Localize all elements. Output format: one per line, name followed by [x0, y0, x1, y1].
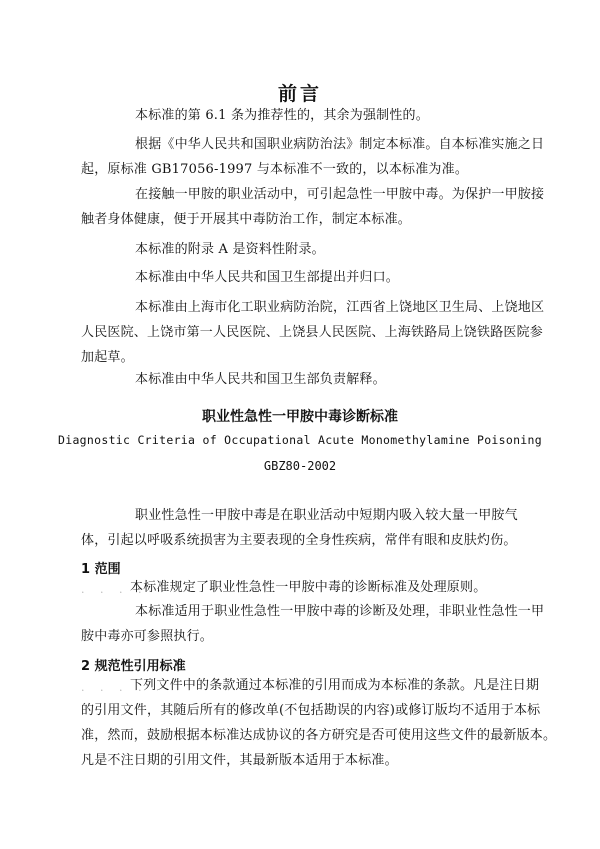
section-line: 准，然而，鼓励根据本标准达成协议的各方研究是否可使用这些文件的最新版本。: [81, 728, 557, 743]
preface-line: 加起草。: [81, 350, 134, 365]
section-heading-references: 2 规范性引用标准: [81, 659, 186, 674]
preface-line: 根据《中华人民共和国职业病防治法》制定本标准。自本标准实施之日: [135, 137, 545, 152]
preface-line: 在接触一甲胺的职业活动中，可引起急性一甲胺中毒。为保护一甲胺接: [135, 187, 545, 202]
preface-line: 起，原标准 GB17056-1997 与本标准不一致的，以本标准为准。: [81, 162, 469, 177]
indent-marker: . . . .: [81, 583, 148, 596]
preface-line: 人民医院、上饶市第一人民医院、上饶县人民医院、上海铁路局上饶铁路医院参: [81, 325, 544, 340]
section-line: 本标准适用于职业性急性一甲胺中毒的诊断及处理，非职业性急性一甲: [135, 604, 545, 619]
section-line: 胺中毒亦可参照执行。: [81, 629, 214, 644]
section-line: 下列文件中的条款通过本标准的引用而成为本标准的条款。凡是注日期: [130, 678, 540, 693]
preface-title: 前言: [277, 83, 322, 105]
preface-line: 本标准的第 6.1 条为推荐性的，其余为强制性的。: [135, 108, 429, 123]
intro-line: 体，引起以呼吸系统损害为主要表现的全身性疾病，常伴有眼和皮肤灼伤。: [81, 533, 517, 548]
standard-title-english: Diagnostic Criteria of Occupational Acute Monomethylamine Poisoning: [58, 433, 542, 447]
section-line: 凡是不注日期的引用文件，其最新版本适用于本标准。: [81, 753, 398, 768]
preface-line: 本标准的附录 A 是资料性附录。: [135, 242, 325, 257]
standard-code: GBZ80-2002: [263, 459, 337, 473]
preface-line: 本标准由中华人民共和国卫生部负责解释。: [135, 372, 386, 387]
intro-line: 职业性急性一甲胺中毒是在职业活动中短期内吸入较大量一甲胺气: [135, 508, 518, 523]
standard-title: 职业性急性一甲胺中毒诊断标准: [202, 409, 398, 425]
indent-marker: . . . .: [81, 681, 148, 694]
section-heading-scope: 1 范围: [81, 562, 121, 577]
section-line: 本标准规定了职业性急性一甲胺中毒的诊断标准及处理原则。: [130, 580, 487, 595]
preface-line: 本标准由上海市化工职业病防治院，江西省上饶地区卫生局、上饶地区: [135, 300, 545, 315]
section-line: 的引用文件，其随后所有的修改单(不包括勘误的内容)或修订版均不适用于本标: [81, 703, 541, 718]
preface-line: 触者身体健康，便于开展其中毒防治工作，制定本标准。: [81, 212, 412, 227]
preface-line: 本标准由中华人民共和国卫生部提出并归口。: [135, 270, 400, 285]
